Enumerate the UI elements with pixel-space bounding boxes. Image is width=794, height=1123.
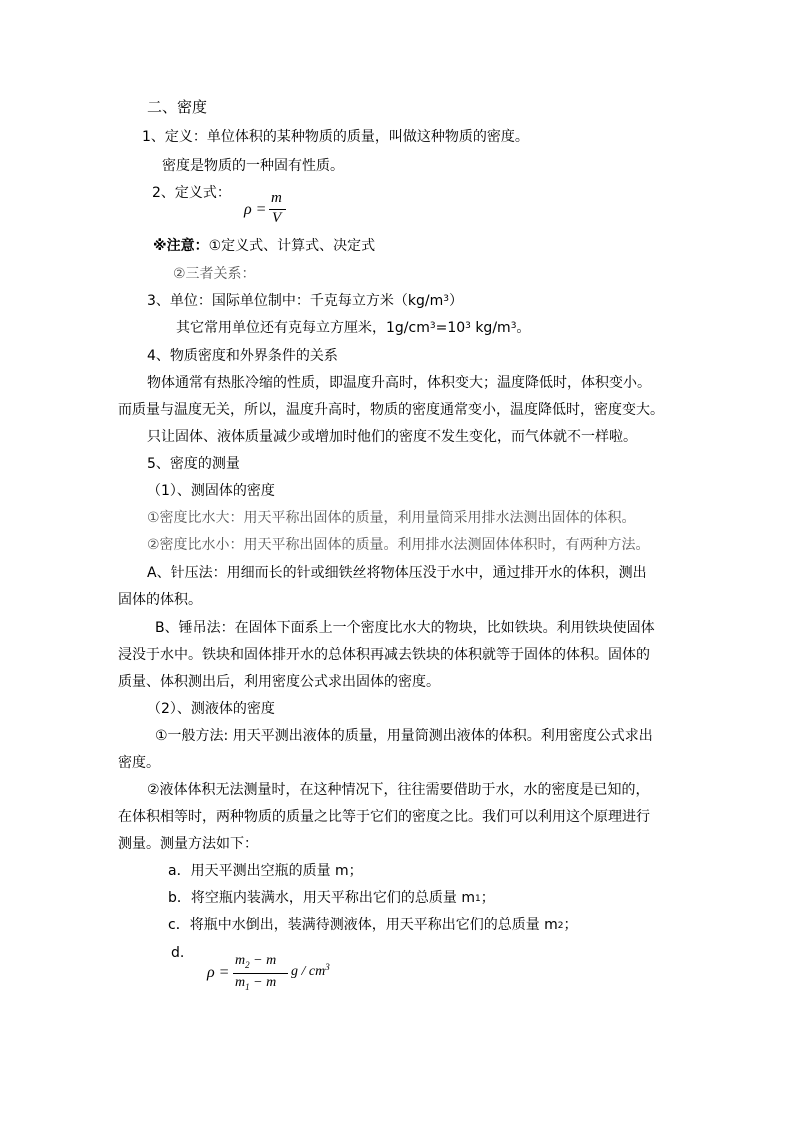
den-minus-m: − m	[249, 975, 277, 990]
measure-heading: 5、密度的测量	[147, 456, 240, 472]
step-c-post: ；	[563, 917, 578, 933]
unit-other-sup3: 3	[510, 321, 517, 331]
sinker-method-line-3: 质量、体积测出后，利用密度公式求出固体的密度。	[118, 674, 440, 690]
liquid-method-2-line-2: 在体积相等时，两种物质的质量之比等于它们的密度之比。我们可以利用这个原理进行	[118, 809, 650, 825]
unit-other-d: 。	[516, 320, 531, 336]
step-a: a．用天平测出空瓶的质量 m；	[168, 863, 363, 879]
unit-sup: 3	[443, 294, 449, 304]
formula-denominator: V	[272, 210, 282, 226]
unit-line	[147, 292, 463, 310]
relation-paragraph-2: 只让固体、液体质量减少或增加时他们的密度不发生变化，而气体就不一样啦。	[147, 429, 637, 445]
fraction-bar-2	[233, 973, 288, 974]
note-line	[153, 237, 375, 255]
num-sub: 2	[245, 960, 250, 970]
formula-label: 2、定义式：	[152, 185, 231, 201]
formula-lhs: ρ =	[244, 201, 267, 218]
needle-method-line-2: 固体的体积。	[118, 592, 202, 608]
unit-text: 3、单位：国际单位制中：千克每立方米（kg/m	[147, 293, 444, 309]
relation-heading: 4、物质密度和外界条件的关系	[147, 348, 338, 364]
unit-suffix: ）	[449, 293, 463, 309]
step-c	[168, 916, 578, 934]
note-1: ①定义式、计算式、决定式	[208, 238, 376, 254]
step-b	[168, 889, 495, 907]
definition-line: 1、定义：单位体积的某种物质的质量，叫做这种物质的密度。	[142, 129, 529, 145]
formula-numerator: m	[271, 190, 282, 206]
solid-method-2: ②密度比水小：用天平称出固体的质量。利用排水法测固体体积时，有两种方法。	[147, 537, 650, 553]
step-b-post: ；	[480, 890, 495, 906]
step-c-text: c．将瓶中水倒出，装满待测液体，用天平称出它们的总质量 m	[168, 917, 558, 933]
unit-cm-sup: 3	[325, 962, 330, 972]
density-formula	[244, 190, 304, 230]
liquid-heading: （2）、测液体的密度	[147, 701, 275, 717]
relation-paragraph-1-line-1: 物体通常有热胀冷缩的性质，即温度升高时，体积变大；温度降低时，体积变小。	[147, 375, 651, 391]
liquid-method-1-line-2: 密度。	[118, 755, 160, 771]
formula2-unit	[291, 964, 330, 980]
unit-other-b: =10	[435, 320, 466, 336]
unit-other-a: 其它常用单位还有克每立方厘米，1g/cm	[176, 320, 430, 336]
step-b-sub: 1	[474, 894, 481, 904]
unit-g-cm: g / cm	[291, 964, 326, 979]
step-b-text: b．将空瓶内装满水，用天平称出它们的总质量 m	[168, 890, 475, 906]
unit-other-line	[176, 319, 530, 337]
sinker-method-line-2: 浸没于水中。铁块和固体排开水的总体积再减去铁块的体积就等于固体的体积。固体的	[118, 647, 650, 663]
step-d: d.	[171, 945, 185, 961]
liquid-method-2-line-3: 测量。测量方法如下：	[118, 836, 258, 852]
liquid-method-2-line-1: ②液体体积无法测量时，在这种情况下，往往需要借助于水，水的密度是已知的，	[147, 782, 650, 798]
formula2-denominator	[235, 975, 276, 991]
liquid-method-1-line-1: ①一般方法: 用天平测出液体的质量，用量筒测出液体的体积。利用密度公式求出	[155, 728, 653, 744]
relation-paragraph-1-line-2: 而质量与温度无关，所以，温度升高时，物质的密度通常变小，温度降低时，密度变大。	[118, 402, 664, 418]
step-c-sub: 2	[557, 921, 564, 931]
section-title: 二、密度	[147, 98, 208, 116]
solid-heading: （1）、测固体的密度	[147, 483, 275, 499]
note-label: ※注意：	[153, 238, 209, 254]
property-line: 密度是物质的一种固有性质。	[162, 158, 344, 174]
formula2-numerator	[235, 953, 276, 969]
liquid-density-formula	[207, 953, 347, 995]
note-2: ②三者关系：	[173, 266, 256, 282]
unit-other-sup1: 3	[429, 321, 436, 331]
solid-method-1: ①密度比水大：用天平称出固体的质量，利用量筒采用排水法测出固体的体积。	[147, 510, 636, 526]
unit-other-c: kg/m	[470, 320, 511, 336]
num-minus-m: − m	[249, 953, 277, 968]
den-m: m	[235, 975, 246, 990]
unit-other-sup2: 3	[465, 321, 471, 331]
sinker-method-line-1: B、锤吊法：在固体下面系上一个密度比水大的物块，比如铁块。利用铁块使固体	[155, 620, 655, 636]
den-sub: 1	[245, 982, 250, 992]
num-m: m	[235, 953, 246, 968]
formula2-lhs: ρ =	[207, 964, 230, 981]
needle-method-line-1: A、针压法：用细而长的针或细铁丝将物体压没于水中，通过排开水的体积，测出	[147, 565, 647, 581]
